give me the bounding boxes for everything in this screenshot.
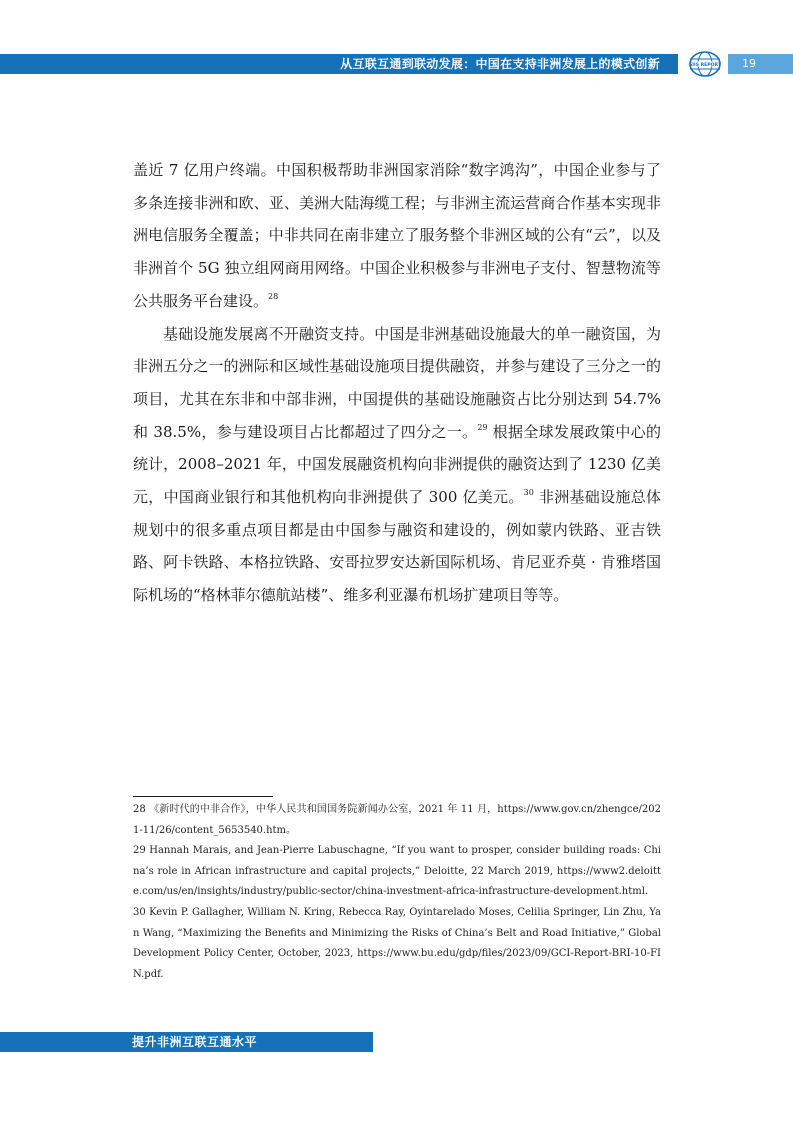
footnote-30: 30 Kevin P. Gallagher, William N. Kring, Rebecca Ray, Oyintarelado Moses, Celilia Springer, Lin Zhu, Yan Wang, “Maximizing the Benefits and Minimizing the Risks of China’s Belt and Road Initiative,” Global Development Policy Center, October, 2023, https://www.bu.edu/gdp/files/2023/09/GCI-Report-BRI-10-FIN.pdf. bbox=[133, 906, 661, 980]
paragraph-2-text-c: 非洲基础设施总体规划中的很多重点项目都是由中国参与融资和建设的，例如蒙内铁路、亚吉铁路、阿卡铁路、本格拉铁路、安哥拉罗安达新国际机场、肯尼亚乔莫 · 肯雅塔国际机场的“格林菲尔德航站楼”、维多利亚瀑布机场扩建项目等等。 bbox=[133, 488, 661, 605]
paragraph-2 bbox=[133, 318, 661, 612]
main-text bbox=[133, 154, 661, 612]
running-title: 从互联互通到联动发展：中国在支持非洲发展上的模式创新 bbox=[340, 57, 660, 71]
footnotes bbox=[133, 800, 661, 985]
paragraph-2-text-a: 基础设施发展离不开融资支持。中国是非洲基础设施最大的单一融资国，为非洲五分之一的洲际和区域性基础设施项目提供融资，并参与建设了三分之一的项目，尤其在东非和中部非洲，中国提供的基础设施融资占比分别达到 54.7% 和 38.5%，参与建设项目占比都超过了四分之一。 bbox=[133, 324, 661, 441]
svg-text:SIIS REPORT: SIIS REPORT bbox=[688, 62, 722, 68]
footer-bar bbox=[0, 1032, 373, 1052]
section-title: 提升非洲互联互通水平 bbox=[132, 1035, 258, 1049]
paragraph-2-text-b: 根据全球发展政策中心的统计，2008–2021 年，中国发展融资机构向非洲提供的融资达到了 1230 亿美元，中国商业银行和其他机构向非洲提供了 300 亿美元。 bbox=[133, 422, 661, 507]
paragraph-1 bbox=[133, 154, 661, 318]
header-bar bbox=[0, 54, 678, 74]
footnote-ref-30[interactable]: 30 bbox=[523, 488, 534, 498]
footnote-ref-29[interactable]: 29 bbox=[477, 422, 488, 432]
page-number: 19 bbox=[742, 57, 756, 70]
paragraph-1-text: 盖近 7 亿用户终端。中国积极帮助非洲国家消除“数字鸿沟”，中国企业参与了多条连接非洲和欧、亚、美洲大陆海缆工程；与非洲主流运营商合作基本实现非洲电信服务全覆盖；中非共同在南非建立了服务整个非洲区域的公有“云”，以及非洲首个 5G 独立组网商用网络。中国企业积极参与非洲电子支付、智慧物流等公共服务平台建设。 bbox=[133, 161, 661, 310]
page-number-box bbox=[728, 54, 793, 74]
footnote-29: 29 Hannah Marais, and Jean-Pierre Labuschagne, “If you want to prosper, consider building roads: China’s role in African infrastructure and capital projects,” Deloitte, 22 March 2019, https://www2.deloitte.com/us/en/insights/industry/public-sector/china-investment-africa-infrastructure-development.html. bbox=[133, 845, 661, 898]
footnote-28: 28 《新时代的中非合作》，中华人民共和国国务院新闻办公室，2021 年 11 月，https://www.gov.cn/zhengce/2021-11/26/content_5653540.htm。 bbox=[133, 804, 661, 836]
footnote-ref-28[interactable]: 28 bbox=[268, 291, 279, 301]
footnote-divider bbox=[133, 796, 273, 797]
siis-report-logo bbox=[688, 50, 722, 78]
